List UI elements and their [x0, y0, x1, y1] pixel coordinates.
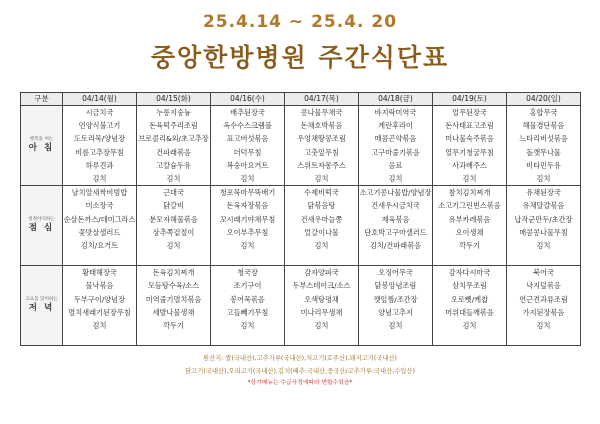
menu-item: 납작군만두/초간장: [514, 214, 573, 224]
menu-item: 돈채호박볶음: [300, 121, 343, 131]
menu-item: 미나물숙주볶음: [445, 134, 494, 144]
menu-item: 김치: [166, 173, 181, 183]
menu-item: 시금치국: [85, 108, 114, 117]
menu-cell: [211, 186, 285, 266]
menu-item: [285, 252, 358, 265]
menu-item: 매콤콩나물무침: [519, 227, 568, 237]
menu-item: 고구마줄기볶음: [371, 147, 420, 157]
menu-item: 김치: [240, 240, 255, 250]
menu-item: 김치: [536, 321, 551, 330]
menu-item: 배추된장국: [230, 108, 265, 117]
menu-item: 우엉채땅콩조림: [297, 134, 346, 144]
header-row: [21, 93, 581, 106]
menu-item: 황태해장국: [82, 268, 117, 278]
menu-item: 두부구이/양념장: [73, 294, 126, 304]
menu-item: 오색탕평채: [304, 294, 339, 304]
menu-item: [63, 252, 136, 265]
header-day: 04/16(수): [211, 93, 285, 106]
menu-item: 미소장국: [85, 201, 114, 211]
header-day: 04/17(목): [285, 93, 359, 106]
menu-item: 날치알새싹비빔밥: [71, 188, 128, 198]
menu-item: 멸치새래기된장무침: [68, 307, 131, 317]
menu-item: 돈육김치찌개: [152, 268, 195, 278]
menu-item: 하루견과: [85, 160, 114, 170]
meal-label-cell: [21, 106, 63, 186]
menu-item: 해물경단볶음: [522, 121, 565, 131]
menu-item: 미나리무생채: [300, 307, 343, 317]
menu-cell: [433, 266, 507, 346]
menu-item: 꽃맛살샐러드: [78, 227, 121, 237]
menu-item: 삼치무조림: [452, 281, 487, 291]
origin-line: 원산지: 쌀(국내산),고추가루(국내산),치고기(호주산),돼지고기(국내산): [202, 355, 398, 362]
menu-item: [211, 332, 284, 345]
menu-item: 돌깻무나물: [526, 147, 561, 157]
menu-item: 언양식불고기: [78, 121, 121, 131]
menu-item: 돈육떡주리조림: [149, 121, 198, 131]
menu-item: 브로콜리&외/초고추장: [138, 134, 209, 144]
menu-item: 분모자해물볶음: [149, 214, 198, 224]
menu-item: 소고기그린빈스볶음: [438, 201, 501, 211]
menu-item: [433, 252, 506, 265]
menu-item: [285, 332, 358, 345]
menu-item: 고들빼기무침: [226, 307, 269, 317]
menu-item: 순살돈까스/데미그라스: [63, 214, 136, 224]
menu-change-notice: *상기메뉴는 수급사정에따라 변할수있음*: [247, 380, 353, 386]
header-day-saturday: 04/19(토): [433, 93, 507, 106]
menu-item: 오이생채: [455, 227, 484, 237]
meal-label-cell: [21, 186, 63, 266]
meal-subtitle: 청정야식하는: [28, 217, 55, 223]
menu-item: 사과배주스: [452, 160, 487, 170]
menu-item: 양념고추지: [378, 307, 413, 317]
menu-item: 건파래볶음: [156, 147, 191, 157]
menu-item: 돈육자장볶음: [226, 201, 269, 211]
menu-cell: [359, 186, 433, 266]
menu-period: 25.4.14 ~ 25.4. 20: [202, 12, 398, 32]
menu-item: 김치: [240, 173, 255, 183]
meal-row: [21, 266, 581, 346]
menu-item: 김치: [536, 240, 551, 250]
menu-item: 김치: [462, 321, 477, 330]
menu-item: 누룽지숭늉: [156, 108, 191, 117]
menu-item: 낙지덮볶음: [526, 281, 561, 291]
meal-name: 아 침: [28, 143, 55, 154]
menu-item: 물낙볶음: [85, 281, 114, 291]
menu-item: 봉어묵볶음: [230, 294, 265, 304]
header-day: 04/15(화): [137, 93, 211, 106]
menu-item: 매콤곤약볶음: [374, 134, 417, 144]
menu-item: [359, 332, 432, 345]
menu-item: 김치/건파래볶음: [369, 240, 422, 250]
meal-label-cell: [21, 266, 63, 346]
menu-item: 김치: [240, 321, 255, 330]
menu-cell: [285, 106, 359, 186]
menu-item: 홍합무국: [529, 108, 558, 117]
menu-item: 느타리버섯볶음: [519, 134, 568, 144]
header-corner: 구분: [21, 93, 63, 106]
menu-cell: [359, 106, 433, 186]
menu-item: 돈사태표고조림: [445, 121, 494, 131]
menu-item: 닭봉앙념조림: [374, 281, 417, 291]
menu-cell: [63, 186, 137, 266]
menu-item: 제육볶음: [381, 214, 410, 224]
menu-item: 계란후라이: [378, 121, 413, 131]
menu-item: 오로뻿/케찹: [450, 294, 489, 304]
menu-item: 김치: [388, 321, 403, 330]
menu-item: 감자다시마국: [448, 268, 491, 278]
menu-item: 모듬탕수육/소스: [147, 281, 200, 291]
menu-item: 꼬시래기야채무침: [219, 214, 276, 224]
menu-item: 옥수수스크램블: [223, 121, 272, 131]
menu-item: 표고버섯볶음: [226, 134, 269, 144]
menu-cell: [63, 106, 137, 186]
meal-name: 점 심: [28, 223, 55, 234]
menu-item: 유채달걀볶음: [522, 201, 565, 211]
page-title: 중앙한방병원 주간식단표: [150, 43, 450, 72]
menu-item: 얼무된장국: [452, 108, 487, 117]
menu-cell: [137, 106, 211, 186]
menu-cell: [285, 186, 359, 266]
menu-item: 바지락미역국: [374, 108, 417, 117]
menu-item: 김치: [314, 173, 329, 183]
menu-item: 가지된장볶음: [522, 307, 565, 317]
menu-item: 북어국: [533, 268, 554, 278]
menu-item: [507, 252, 580, 265]
menu-item: 김치/요거트: [80, 240, 119, 250]
menu-item: 조기구이: [233, 281, 262, 291]
menu-item: 상추쪽겉절이: [152, 227, 195, 237]
menu-item: 얼갈이나물: [304, 227, 339, 237]
menu-item: 스위트자몽주스: [297, 160, 346, 170]
menu-item: 닭갈비: [163, 201, 184, 211]
menu-cell: [433, 106, 507, 186]
origin-line: 닭고기(국내산),오리고기(국내산),김치(배추:국내산,중국산/고추가루:국내산,수입산): [185, 368, 415, 375]
meal-subtitle: 행복을 여는: [29, 137, 54, 143]
menu-item: 김치: [314, 321, 329, 330]
menu-cell: [285, 266, 359, 346]
menu-item: [211, 252, 284, 265]
menu-item: 복숭아요거트: [226, 160, 269, 170]
menu-cell: [359, 266, 433, 346]
menu-item: 건새우마늘쫑: [300, 214, 343, 224]
menu-cell: [211, 106, 285, 186]
menu-item: 미역줄기멸치볶음: [145, 294, 202, 304]
menu-item: [507, 332, 580, 345]
menu-item: 참치김치찌개: [448, 188, 491, 198]
menu-item: [433, 332, 506, 345]
menu-item: 단호박고구마샐러드: [364, 227, 427, 237]
menu-cell: [137, 266, 211, 346]
weekly-menu-table: [20, 92, 581, 346]
menu-item: 소고기콩나물밥/양념장: [359, 188, 432, 198]
menu-item: 비타민두유: [526, 160, 561, 170]
menu-item: 근대국: [163, 188, 184, 198]
menu-item: 비름고추장무침: [75, 147, 124, 157]
menu-cell: [507, 186, 581, 266]
menu-item: 깍두기: [459, 240, 480, 250]
menu-item: 오징어무국: [378, 268, 413, 278]
menu-item: 도토리묵/양념장: [73, 134, 126, 144]
header-day: 04/14(월): [63, 93, 137, 106]
menu-item: 머위대들깨볶음: [445, 307, 494, 317]
menu-item: 김치: [166, 240, 181, 250]
menu-cell: [137, 186, 211, 266]
menu-item: 유채된장국: [526, 188, 561, 198]
menu-item: [137, 332, 210, 345]
menu-item: 고춧잎무침: [304, 147, 339, 157]
menu-item: 감자양파국: [304, 268, 339, 278]
menu-item: 김치: [314, 240, 329, 250]
menu-cell: [507, 106, 581, 186]
menu-item: 오이부추무침: [226, 227, 269, 237]
menu-item: 청국장: [237, 268, 258, 278]
menu-item: 김치: [92, 321, 107, 330]
menu-item: [63, 332, 136, 345]
menu-item: 깻잎찜/조간장: [373, 294, 418, 304]
menu-item: 김치: [92, 173, 107, 183]
meal-name: 저 녁: [28, 303, 55, 314]
menu-item: 고칼슘두유: [156, 160, 191, 170]
menu-item: 깍두기: [163, 321, 184, 330]
menu-item: 유부카레볶음: [448, 214, 491, 224]
menu-item: 세발나물생채: [152, 307, 195, 317]
menu-item: 김치: [536, 173, 551, 183]
meal-row: [21, 106, 581, 186]
menu-item: [359, 252, 432, 265]
menu-cell: [211, 266, 285, 346]
header-day: 04/18(금): [359, 93, 433, 106]
menu-cell: [433, 186, 507, 266]
menu-item: 연근견과류조림: [519, 294, 568, 304]
menu-item: 콩나물무채국: [300, 108, 343, 117]
meal-row: [21, 186, 581, 266]
menu-item: 음료: [388, 160, 403, 170]
menu-item: 수제비떡국: [304, 188, 339, 198]
meal-subtitle: 고요를 맞이하는: [25, 297, 58, 303]
menu-cell: [63, 266, 137, 346]
origin-notice: [60, 352, 540, 389]
menu-item: 더덕무침: [233, 147, 262, 157]
header-day-sunday: 04/20(일): [507, 93, 581, 106]
menu-item: 건새우시금치국: [371, 201, 420, 211]
menu-cell: [507, 266, 581, 346]
menu-item: 두부스테이크/소스: [292, 281, 351, 291]
menu-item: [137, 252, 210, 265]
menu-item: 김치: [388, 173, 403, 183]
menu-item: 김치: [462, 173, 477, 183]
menu-item: 열무기청굴무침: [445, 147, 494, 157]
menu-item: 닭볶음탕: [307, 201, 336, 211]
menu-item: 청포묵마무뚝배기: [219, 188, 276, 198]
